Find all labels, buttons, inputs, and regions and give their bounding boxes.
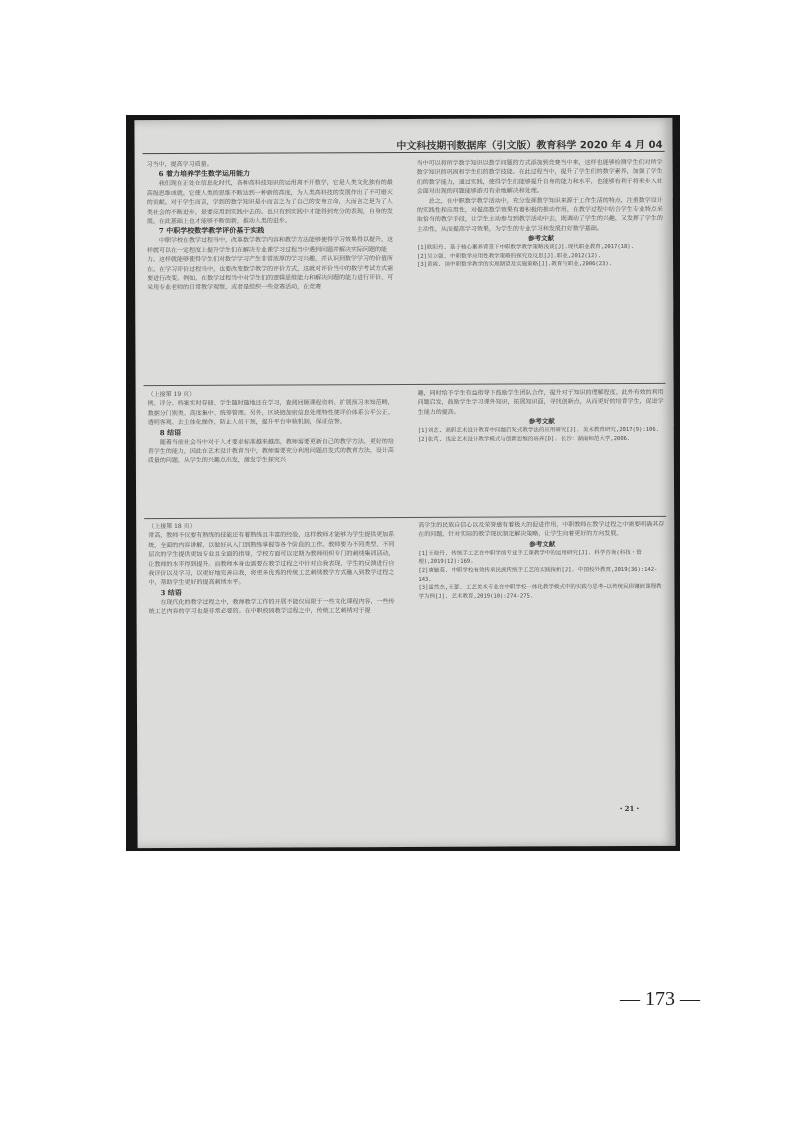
journal-header: 中文科技期刊数据库（引文版）教育科学 2020 年 4 月 04 bbox=[396, 139, 663, 153]
paragraph: 在现代化的教学过程之中，教师教学工作的开展不能仅局限于一些文化课程内容，一些传统工艺内容的学习也是非常必要的。在中职校园教学过程之中，传统工艺刺绣对于提 bbox=[148, 597, 395, 616]
journal-page bbox=[134, 118, 675, 848]
reference-entry: [1]王晓丹. 传统手工艺在中职学前专业手工课教学中的运用研究[J]. 科学咨询(科技・管理),2019(12):169. bbox=[418, 549, 642, 566]
section-heading: 6 着力培养学生数学运用能力 bbox=[158, 169, 250, 179]
paragraph: 中职学校在教学过程当中，改革数学教学内容和教学方法能够使得学习效果得以提升，这样就可以在一定程度上提升学生们在解决专业课学习过程当中遇到问题并解决实际问题的能力。这样就能够使得学生们对数学学习产生非常浓厚的学习兴趣，并认识到数学学习的价值所在。在学习评价过程当中，也要改变数学教学的评价方式，这就对评价当中的数学考试方式需要进行改变。例如，在数学过程当中对学生们的逻辑思维能力和解决问题的能力进行评价，可采用专业老师的日常教学观察，或者是组织一些竞赛活动，在竞赛 bbox=[146, 236, 394, 292]
inner-page-number: ・21・ bbox=[617, 803, 642, 814]
reference-entry: [1]刘艺. 高职艺术设计教育中问题启发式教学法的应用研究[J]. 美术教育研究,2017(9):106. bbox=[417, 427, 659, 435]
section-2-right-column bbox=[418, 388, 666, 444]
section-1-left-column bbox=[147, 159, 396, 293]
section-divider bbox=[144, 516, 666, 519]
paragraph: 高学生的民族自信心以及荣誉感有着极大的促进作用，中职教师在教学过程之中需要明确其存在的问题，针对实际的教学现状制定解决策略，让学生向着更好的方向发展。 bbox=[418, 520, 665, 539]
paragraph: 当中可以将所学数学知识以数学问题的方式添加到竞赛当中来，这样也能够检测学生们对所学数学知识的巩固和学生们的数学技能。在此过程当中，提升了学生们的数学素养，加强了学生们的数学能力，通过实践，使得学生们能够提升自身的能力和水平，也能够有利于将来步入社会面对出现的问题能够游刃有余地解决和处理。 bbox=[416, 158, 663, 196]
scanned-journal-photo bbox=[126, 115, 680, 851]
references-title: 参考文献 bbox=[529, 540, 556, 549]
section-heading: 8 结语 bbox=[159, 427, 182, 437]
reference-entry: [2]吴立强. 中职数学应用性教学策略的探究及反思[J].职业,2012(12). bbox=[417, 252, 601, 260]
section-1-right-column bbox=[417, 158, 665, 270]
reference-entry: [2]唐毓葵. 中职学校有效传承民族传统手工艺的实践探析[J]. 中国校外教育,2019(36):142-143. bbox=[418, 566, 658, 583]
continued-note: （上接第 19 页） bbox=[147, 390, 196, 399]
section-heading: 7 中职学校数学教学评价基于实践 bbox=[158, 226, 265, 236]
paragraph: 随着当前社会当中对于人才要求标准越来越高，教师需要更新自己的教学方法，更好的培育学生的能力，因此在艺术设计教育当中，教师需要充分利用问题启发式的教育方法，设计高质量的问题，从学生的兴趣点出发，激发学生探究兴 bbox=[147, 437, 394, 465]
paragraph: 习当中，提高学习质量。 bbox=[146, 160, 213, 169]
article-section-3 bbox=[144, 520, 667, 682]
paragraph: 我们现在正处在信息化时代，各种高科技知识的运用离不开数学，它是人类文化独有的最高级思维成就。它使人类的思维不断达到一种新的高度，为人类高科技的发展作出了不可磨灭的贡献。对于学生而言，学到的数学知识是小而言之为了自己的安身立命，大而言之是为了人类社会的不断进步，是要应用到实践中去的。也只有到实践中才能得到充分的表现，自身的发展。在此基础上也才能够不断创新，推动人类的进步。 bbox=[146, 179, 393, 226]
reference-entry: [1]欧阳丹. 基于核心素养背景下中职数学教学策略浅谈[J].现代职业教育,2017(18). bbox=[416, 244, 634, 252]
reference-entry: [2]张芃. 浅论艺术设计教学模式与创新思维的培养[D]. 长沙：湖南师范大学,2006. bbox=[417, 435, 631, 443]
article-section-1 bbox=[143, 158, 666, 372]
reference-entry: [3]雷然杰,王蕾. 工艺美术专业在中职学校一体化教学模式中的实践与思考—以传统民俗镶嵌课程教学为例[J]. 艺术教育,2019(10):274-275. bbox=[418, 584, 662, 600]
paragraph: 例、评分、档案实时存储、学生随时随地还在学习，查阅回顾课程资料、扩展预习未知范畴，数据分门别类、高度集中、统筹管理。另外，区块链加密信息处理特性使评价体系公平公正、透明客观、去主体化操作，防止人员干预，提升平台审核机制，保证信誉。 bbox=[147, 399, 394, 427]
section-heading: 3 结语 bbox=[160, 587, 182, 597]
paragraph: 总之，在中职数学教学活动中，充分发挥数学知识来源于工作生活的特点，注重数学设计的实践性和应用性，对提高数学效果有着积极的推动作用，在教学过程中结合学生专业特点采取恰当的教学手段，让学生主动参与到教学活动中去，既调动了学生的兴趣，又发挥了学生的主动性，从而提高学习效果，为学生的专业学习和发展打好数学基础。 bbox=[416, 196, 663, 233]
section-3-right-column bbox=[418, 520, 666, 601]
page-number: — 173 — bbox=[620, 988, 700, 1010]
section-3-left-column bbox=[148, 521, 396, 617]
references-title: 参考文献 bbox=[528, 417, 555, 426]
section-2-left-column bbox=[148, 389, 396, 466]
reference-entry: [3]黄霞. 谈中职数学教学的实现期望及实施策略[J].教育与职业,2006(23). bbox=[417, 261, 612, 269]
article-section-2 bbox=[144, 388, 667, 510]
paragraph: 常高，教师不仅要有熟练的技能还有着熟练且丰富的经验，这样教师才能够为学生提供更加系统、全面的内容讲解，以做好从入门到熟练掌握等各个阶段的工作。教师要为不同类型、不同层次的学生提供更加专业且全面的指导，学校方面可以定期为教师组织专门的刺绣集训活动，让教师的水平得到提升。而教师本身也需要在教学过程之中针对自我表现、学生的反馈进行自我评价以及学习，以更好地完善自我，将更多优秀的传统工艺刺绣教学方式融入到教学过程之中，帮助学生更好的提高刺绣水平。 bbox=[148, 531, 395, 587]
section-divider bbox=[144, 383, 666, 386]
paragraph: 趣，同时给予学生有益指导下鼓励学生团队合作，提升对于知识的理解程度。此外有效的利用问题启发，鼓励学生学习课外知识，拓展知识面，寻找创新点，从而更好的培育学生，促进学生能力的提高。 bbox=[417, 388, 664, 416]
references-title: 参考文献 bbox=[527, 234, 554, 243]
continued-note: （上接第 18 页） bbox=[148, 522, 196, 531]
